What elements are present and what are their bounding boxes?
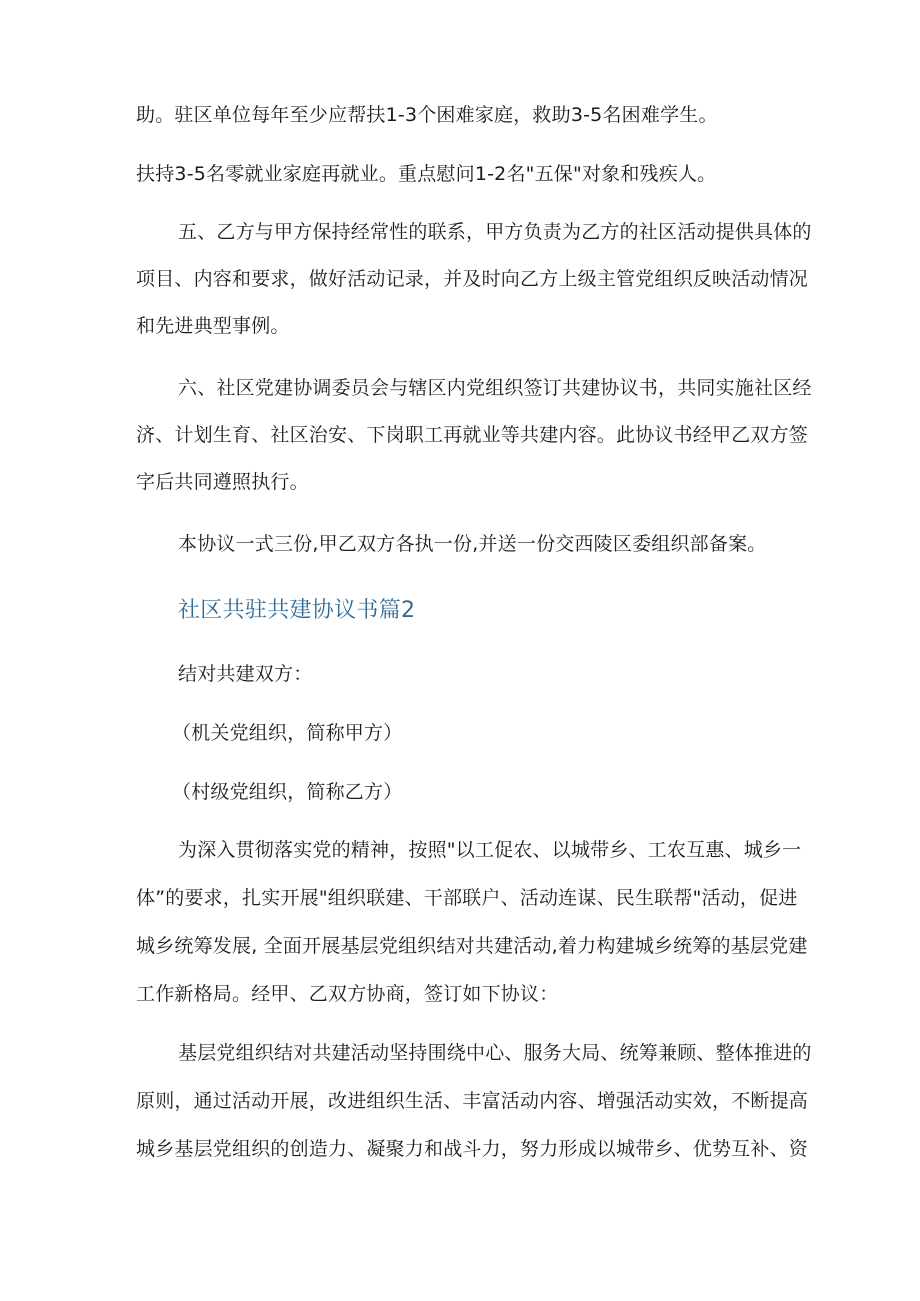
paragraph-copies: 本协议一式三份,甲乙双方各执一份,并送一份交西陵区委组织部备案。 (178, 533, 767, 555)
section-2-heading: 社区共驻共建协议书篇2 (178, 598, 416, 623)
party-a: （机关党组织，简称甲方） (172, 722, 403, 744)
paragraph-5-line-2: 项目、内容和要求，做好活动记录，并及时向乙方上级主管党组织反映活动情况 (136, 268, 809, 290)
principle-line-3: 城乡基层党组织的创造力、凝聚力和战斗力，努力形成以城带乡、优势互补、资 (136, 1138, 809, 1160)
principle-line-1: 基层党组织结对共建活动坚持围绕中心、服务大局、统筹兼顾、整体推进的 (178, 1042, 812, 1064)
paragraph-5-line-1: 五、乙方与甲方保持经常性的联系，甲方负责为乙方的社区活动提供具体的 (178, 221, 812, 243)
paragraph-6-line-2: 济、计划生育、社区治安、下岗职工再就业等共建内容。此协议书经甲乙双方签 (136, 424, 809, 446)
paragraph-6-line-1: 六、社区党建协调委员会与辖区内党组织签订共建协议书，共同实施社区经 (178, 377, 812, 399)
intro-line-4: 工作新格局。经甲、乙双方协商，签订如下协议： (136, 983, 559, 1005)
intro-line-1: 为深入贯彻落实党的精神，按照"以工促农、以城带乡、工农互惠、城乡一 (178, 839, 802, 861)
intro-line-2: 体”的要求，扎实开展"组织联建、干部联户、活动连谋、民生联帮"活动，促进 (136, 887, 798, 909)
principle-line-2: 原则，通过活动开展，改进组织生活、丰富活动内容、增强活动实效，不断提高 (136, 1090, 809, 1112)
paragraph-help-line: 助。驻区单位每年至少应帮扶1-3个困难家庭，救助3-5名困难学生。 (136, 104, 718, 126)
paragraph-6-line-3: 字后共同遵照执行。 (136, 471, 309, 493)
paragraph-support-line: 扶持3-5名零就业家庭再就业。重点慰问1-2名"五保"对象和残疾人。 (136, 163, 717, 185)
party-b: （村级党组织，简称乙方） (172, 781, 403, 803)
paragraph-5-line-3: 和先进典型事例。 (136, 315, 290, 337)
intro-line-3: 城乡统筹发展, 全面开展基层党组织结对共建活动,着力构建城乡统筹的基层党建 (136, 935, 808, 957)
parties-label: 结对共建双方： (178, 663, 313, 685)
